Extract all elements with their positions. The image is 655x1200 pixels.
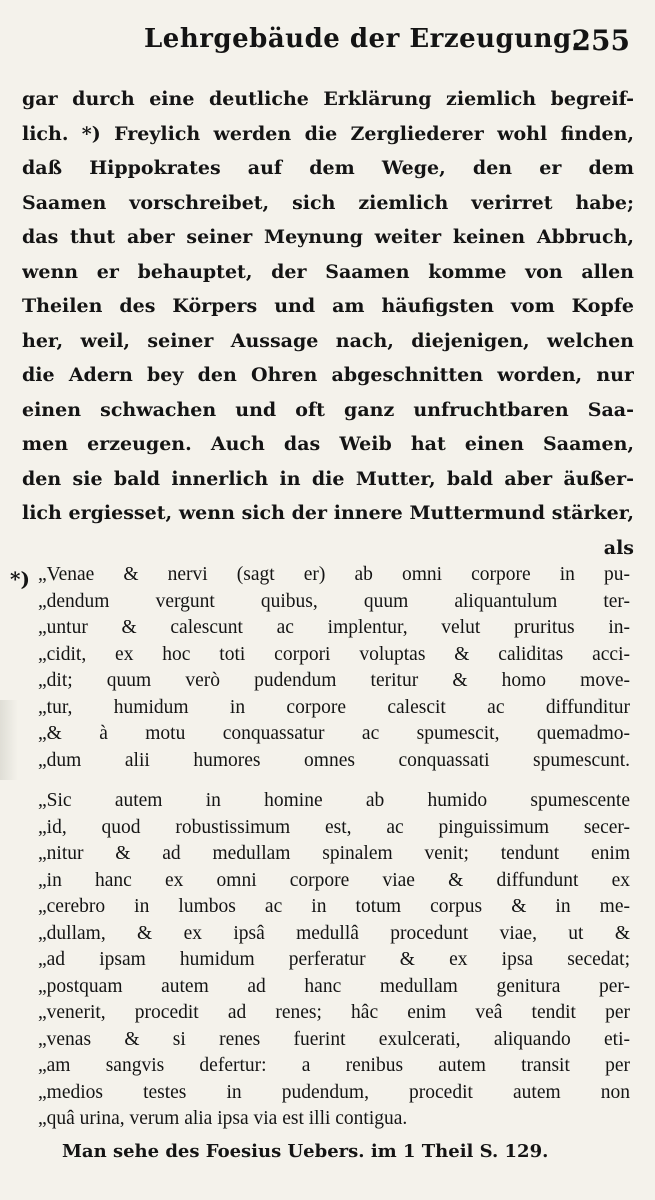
footnote-line: „quâ urina, verum alia ipsa via est illi contigua. [38,1108,408,1129]
footnote-line: „Sic autem in homine ab humido spumescente [38,790,630,811]
main-text [22,82,634,565]
text-line: den sie bald innerlich in die Mutter, bald aber äußer- [22,467,634,490]
footnote-line: „nitur & ad medullam spinalem venit; tendunt enim [38,843,630,864]
text-line: das thut aber seiner Meynung weiter keinen Abbruch, [22,226,634,248]
footnote-line: „dum alii humores omnes conquassati spumescunt. [38,749,630,771]
footnote [38,562,630,1165]
text-line: die Adern bey den Ohren abgeschnitten worden, nur [22,364,634,386]
text-line: lich. *) Freylich werden die Zergliederer wohl finden, [22,122,634,145]
text-line: gar durch eine deutliche Erklärung ziemlich begreif- [22,88,634,110]
footnote-line: „cidit, ex hoc toti corpori voluptas & caliditas acci- [38,643,630,665]
page-header [24,14,634,64]
footnote-line: „cerebro in lumbos ac in totum corpus & in me- [38,896,630,917]
footnote-line: „untur & calescunt ac implentur, velut pruritus in- [38,617,630,638]
footnote-line: „ad ipsam humidum perferatur & ex ipsa secedat; [38,949,630,970]
footnote-marker: *) [10,567,30,591]
page-smudge [0,700,18,780]
footnote-line: „dit; quum verò pudendum teritur & homo move- [38,670,630,691]
running-title: Lehrgebäude der Erzeugung. [144,24,582,54]
footnote-line: „& à motu conquassatur ac spumescit, quemadmo- [38,723,630,744]
text-line: daß Hippokrates auf dem Wege, den er dem [22,157,634,179]
footnote-line: „Venae & nervi (sagt er) ab omni corpore in pu- [38,564,630,585]
footnote-line: „venas & si renes fuerint exulcerati, aliquando eti- [38,1028,630,1050]
footnote-line: „dendum vergunt quibus, quum aliquantulum ter- [38,590,630,612]
footnote-line: „id, quod robustissimum est, ac pinguissimum secer- [38,816,630,838]
paragraph-gap [38,774,630,788]
footnote-line: „venerit, procedit ad renes; hâc enim veâ tendit per [38,1002,630,1023]
footnote-line: „medios testes in pudendum, procedit autem non [38,1081,630,1103]
text-line: wenn er behauptet, der Saamen komme von allen [22,260,634,283]
text-line: Theilen des Körpers und am häufigsten vom Kopfe [22,295,634,317]
footnote-citation: Man sehe des Foesius Uebers. im 1 Theil S. 129. [62,1140,549,1162]
footnote-line: „postquam autem ad hanc medullam genitura per- [38,975,630,997]
catchword: als [603,536,634,559]
page-number: 255 [571,24,630,57]
text-line: einen schwachen und oft ganz unfruchtbaren Saa- [22,398,634,421]
footnote-line: „am sangvis defertur: a renibus autem transit per [38,1055,630,1076]
footnote-line: „in hanc ex omni corpore viae & diffundunt ex [38,869,630,891]
text-line: her, weil, seiner Aussage nach, diejenigen, welchen [22,329,634,352]
text-line: men erzeugen. Auch das Weib hat einen Saamen, [22,433,634,455]
text-line: lich ergiesset, wenn sich der innere Muttermund stärker, [22,502,634,524]
footnote-line: „dullam, & ex ipsâ medullâ procedunt viae, ut & [38,922,630,944]
text-line: Saamen vorschreibet, sich ziemlich verirret habe; [22,191,634,214]
footnote-line: „tur, humidum in corpore calescit ac diffunditur [38,696,630,718]
